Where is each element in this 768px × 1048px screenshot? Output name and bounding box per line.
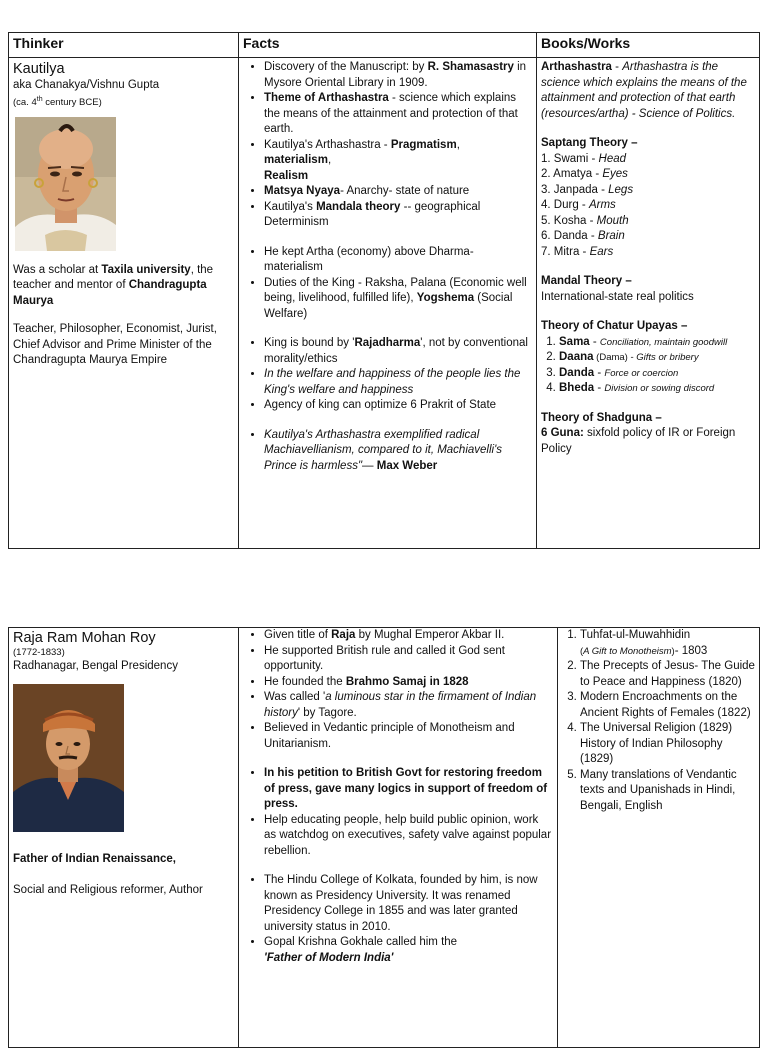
list-item: • In the welfare and happiness of the people lies the King's welfare and happiness <box>264 367 532 398</box>
list-item: • Kautilya's Mandala theory -- geographical Determinism <box>264 200 532 231</box>
list-item: • The Hindu College of Kolkata, founded by him, is now known as Presidency University. It was renamed Presidency College in 1855 and was later granted university status in 2010. <box>264 873 553 935</box>
header-thinker: Thinker <box>9 33 239 58</box>
list-item: • Was called 'a luminous star in the firmament of Indian history' by Tagore. <box>264 690 553 721</box>
kautilya-bio-2: Teacher, Philosopher, Economist, Jurist, Chief Advisor and Prime Minister of the Chandragupta Maurya Empire <box>13 323 217 367</box>
list-item: 4. Bheda - Division or sowing discord <box>559 381 755 397</box>
roy-role: Social and Religious reformer, Author <box>13 884 203 896</box>
roy-portrait <box>13 684 124 832</box>
list-item: 1. Sama - Conciliation, maintain goodwill <box>559 335 755 351</box>
list-item: • He supported British rule and called it God sent opportunity. <box>264 644 553 675</box>
list-item: • Given title of Raja by Mughal Emperor Akbar II. <box>264 628 553 644</box>
list-item: • Duties of the King - Raksha, Palana (Economic well being, livelihood, fulfilled life), Yogshema (Social Welfare) <box>264 276 532 323</box>
kautilya-facts-list <box>243 60 532 474</box>
kautilya-bio-1: Was a scholar at Taxila university, the teacher and mentor of Chandragupta Maurya <box>13 263 214 307</box>
list-item: • Agency of king can optimize 6 Prakrit of State <box>264 398 532 414</box>
list-item: • Help educating people, help build public opinion, work as watchdog on executives, safety valve against popular rebellion. <box>264 813 553 860</box>
kautilya-facts-cell <box>239 58 537 549</box>
roy-books-list <box>562 628 755 814</box>
list-item: • Kautilya's Arthashastra exemplified radical Machiavellianism, compared to it, Machiavelli's Prince is harmless"— Max Weber <box>264 428 532 475</box>
roy-row <box>9 628 760 1048</box>
list-item: 3. Modern Encroachments on the Ancient Rights of Females (1822) <box>580 690 755 721</box>
list-item: 4. The Universal Religion (1829) History of Indian Philosophy (1829) <box>580 721 755 768</box>
list-item: • Theme of Arthashastra - science which explains the means of the attainment and protection of that earth. <box>264 91 532 138</box>
list-item: 3. Janpada - Legs <box>541 183 634 196</box>
list-item: 2. The Precepts of Jesus- The Guide to Peace and Happiness (1820) <box>580 659 755 690</box>
roy-books-cell <box>558 628 760 1048</box>
thinker-place: Radhanagar, Bengal Presidency <box>13 660 178 672</box>
list-item: 1. Swami - Head <box>541 152 627 165</box>
kautilya-books-cell <box>537 58 760 549</box>
list-item: • He kept Artha (economy) above Dharma- materialism <box>264 245 532 276</box>
list-item: 7. Mitra - Ears <box>541 245 614 258</box>
list-item: • Gopal Krishna Gokhale called him the 'Father of Modern India' <box>264 935 553 966</box>
chatur-list <box>541 335 755 397</box>
list-item: 5. Kosha - Mouth <box>541 214 629 227</box>
arthashastra-desc: Arthashastra - Arthashastra is the science which explains the means of the attainment and protection of that earth (resources/artha) - Science of Politics. <box>541 61 747 120</box>
list-item: • Matsya Nyaya- Anarchy- state of nature <box>264 184 532 200</box>
shadguna-heading: Theory of Shadguna – <box>541 411 662 424</box>
saptang-heading: Saptang Theory – <box>541 137 638 149</box>
list-item: • King is bound by 'Rajadharma', not by conventional morality/ethics <box>264 336 532 367</box>
thinker-name: Raja Ram Mohan Roy <box>13 630 156 646</box>
list-item: • Kautilya's Arthashastra - Pragmatism, materialism, Realism <box>264 138 532 185</box>
roy-title: Father of Indian Renaissance, <box>13 852 176 865</box>
shadguna-desc: 6 Guna: sixfold policy of IR or Foreign Policy <box>541 427 736 455</box>
list-item: 2. Amatya - Eyes <box>541 168 628 180</box>
header-row <box>9 33 760 58</box>
list-item: • He founded the Brahmo Samaj in 1828 <box>264 675 553 691</box>
list-item: 5. Many translations of Vendantic texts and Upanishads in Hindi, Bengali, English <box>580 768 755 815</box>
roy-facts-list <box>243 628 553 966</box>
thinker-aka: aka Chanakya/Vishnu Gupta <box>13 79 160 91</box>
list-item: 6. Danda - Brain <box>541 230 625 242</box>
roy-facts-cell <box>239 628 558 1048</box>
header-books: Books/Works <box>537 33 760 58</box>
chatur-heading: Theory of Chatur Upayas – <box>541 320 688 332</box>
mandal-heading: Mandal Theory – <box>541 275 632 287</box>
mandal-desc: International-state real politics <box>541 290 694 303</box>
list-item: 3. Danda - Force or coercion <box>559 366 755 382</box>
thinker-era: (ca. 4th century BCE) <box>13 95 102 108</box>
header-facts: Facts <box>239 33 537 58</box>
roy-table <box>8 627 760 1048</box>
thinker-dates: (1772-1833) <box>13 647 65 658</box>
list-item: 1. Tuhfat-ul-Muwahhidin (A Gift to Monotheism)- 1803 <box>580 628 755 659</box>
list-item: • Discovery of the Manuscript: by R. Shamasastry in Mysore Oriental Library in 1909. <box>264 60 532 91</box>
kautilya-portrait <box>15 117 116 251</box>
kautilya-row <box>9 58 760 549</box>
list-item: • In his petition to British Govt for restoring freedom of press, gave many logics in support of freedom of press. <box>264 766 553 813</box>
list-item: • Believed in Vedantic principle of Monotheism and Unitarianism. <box>264 721 553 752</box>
thinker-name: Kautilya <box>13 61 65 77</box>
saptang-list <box>541 152 755 261</box>
roy-thinker-cell <box>9 628 239 1048</box>
kautilya-thinker-cell <box>9 58 239 549</box>
kautilya-table <box>8 32 760 549</box>
list-item: 2. Daana (Dama) - Gifts or bribery <box>559 350 755 366</box>
list-item: 4. Durg - Arms <box>541 199 616 211</box>
